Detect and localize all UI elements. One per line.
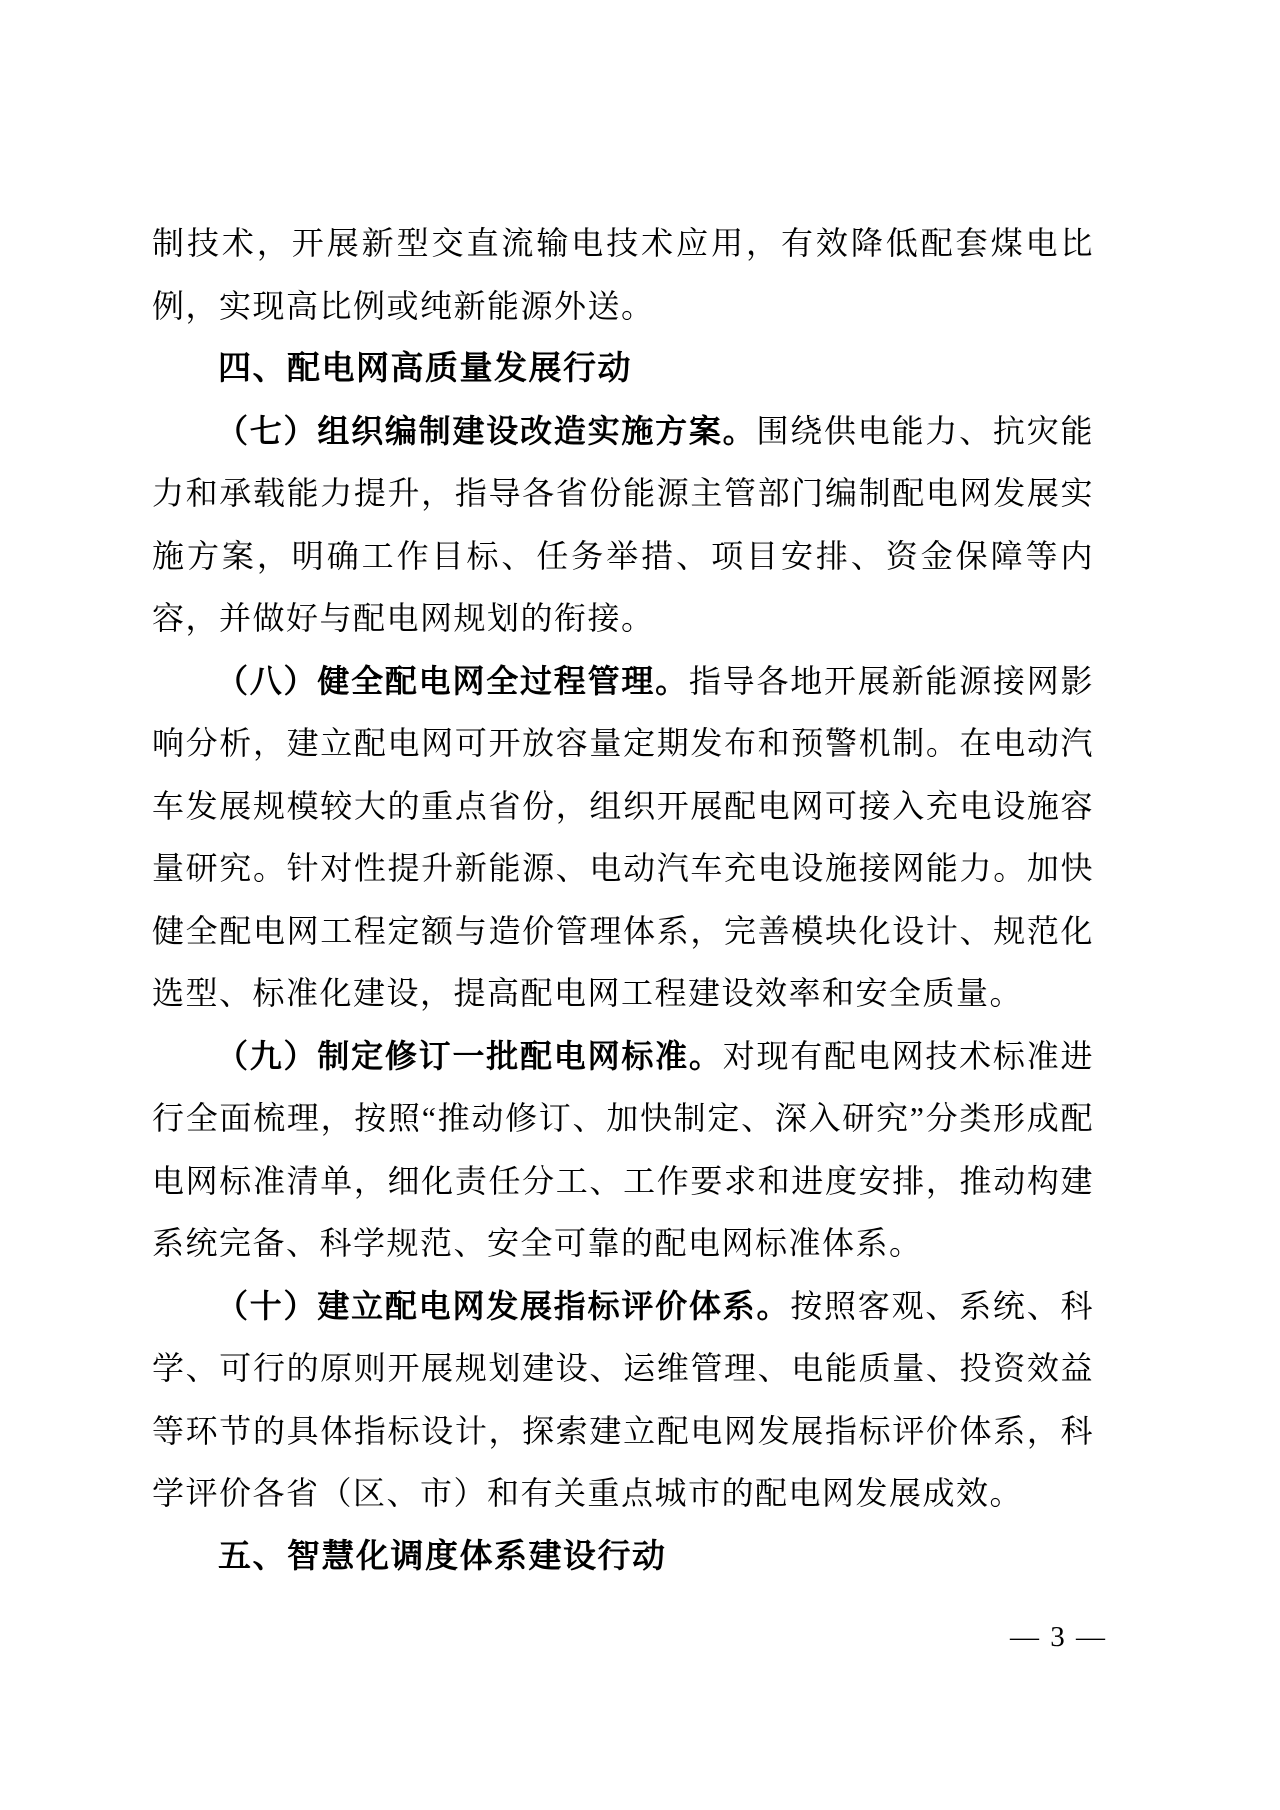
paragraph-continuation: 制技术，开展新型交直流输电技术应用，有效降低配套煤电比例，实现高比例或纯新能源外送。: [152, 225, 1094, 324]
paragraph-item-10: [152, 1275, 1094, 1525]
paragraph-item-9-text: 对现有配电网技术标准进行全面梳理，按照“推动修订、加快制定、深入研究”分类形成配电网标准清单，细化责任分工、工作要求和进度安排，推动构建系统完备、科学规范、安全可靠的配电网标准体系。: [152, 1037, 1094, 1261]
paragraph-item-8-lead: （八）健全配电网全过程管理。: [216, 662, 689, 699]
paragraph-item-8: [152, 650, 1094, 1025]
page-number: — 3 —: [1010, 1621, 1107, 1653]
paragraph-item-9: [152, 1025, 1094, 1275]
paragraph-item-8-text: 指导各地开展新能源接网影响分析，建立配电网可开放容量定期发布和预警机制。在电动汽车发展规模较大的重点省份，组织开展配电网可接入充电设施容量研究。针对性提升新能源、电动汽车充电设施接网能力。加快健全配电网工程定额与造价管理体系，完善模块化设计、规范化选型、标准化建设，提高配电网工程建设效率和安全质量。: [152, 662, 1094, 1011]
section-heading-4: 四、配电网高质量发展行动: [218, 349, 632, 386]
paragraph-item-7: [152, 400, 1094, 650]
section-heading-5: 五、智慧化调度体系建设行动: [218, 1536, 667, 1574]
paragraph-item-10-lead: （十）建立配电网发展指标评价体系。: [216, 1287, 791, 1324]
paragraph-item-10-text: 按照客观、系统、科学、可行的原则开展规划建设、运维管理、电能质量、投资效益等环节的具体指标设计，探索建立配电网发展指标评价体系，科学评价各省（区、市）和有关重点城市的配电网发展成效。: [152, 1287, 1094, 1511]
paragraph-item-7-text: 围绕供电能力、抗灾能力和承载能力提升，指导各省份能源主管部门编制配电网发展实施方案，明确工作目标、任务举措、项目安排、资金保障等内容，并做好与配电网规划的衔接。: [152, 412, 1094, 636]
paragraph-item-9-lead: （九）制定修订一批配电网标准。: [216, 1037, 723, 1074]
paragraph-item-7-lead: （七）组织编制建设改造实施方案。: [216, 412, 757, 449]
document-body: [152, 212, 1094, 1587]
